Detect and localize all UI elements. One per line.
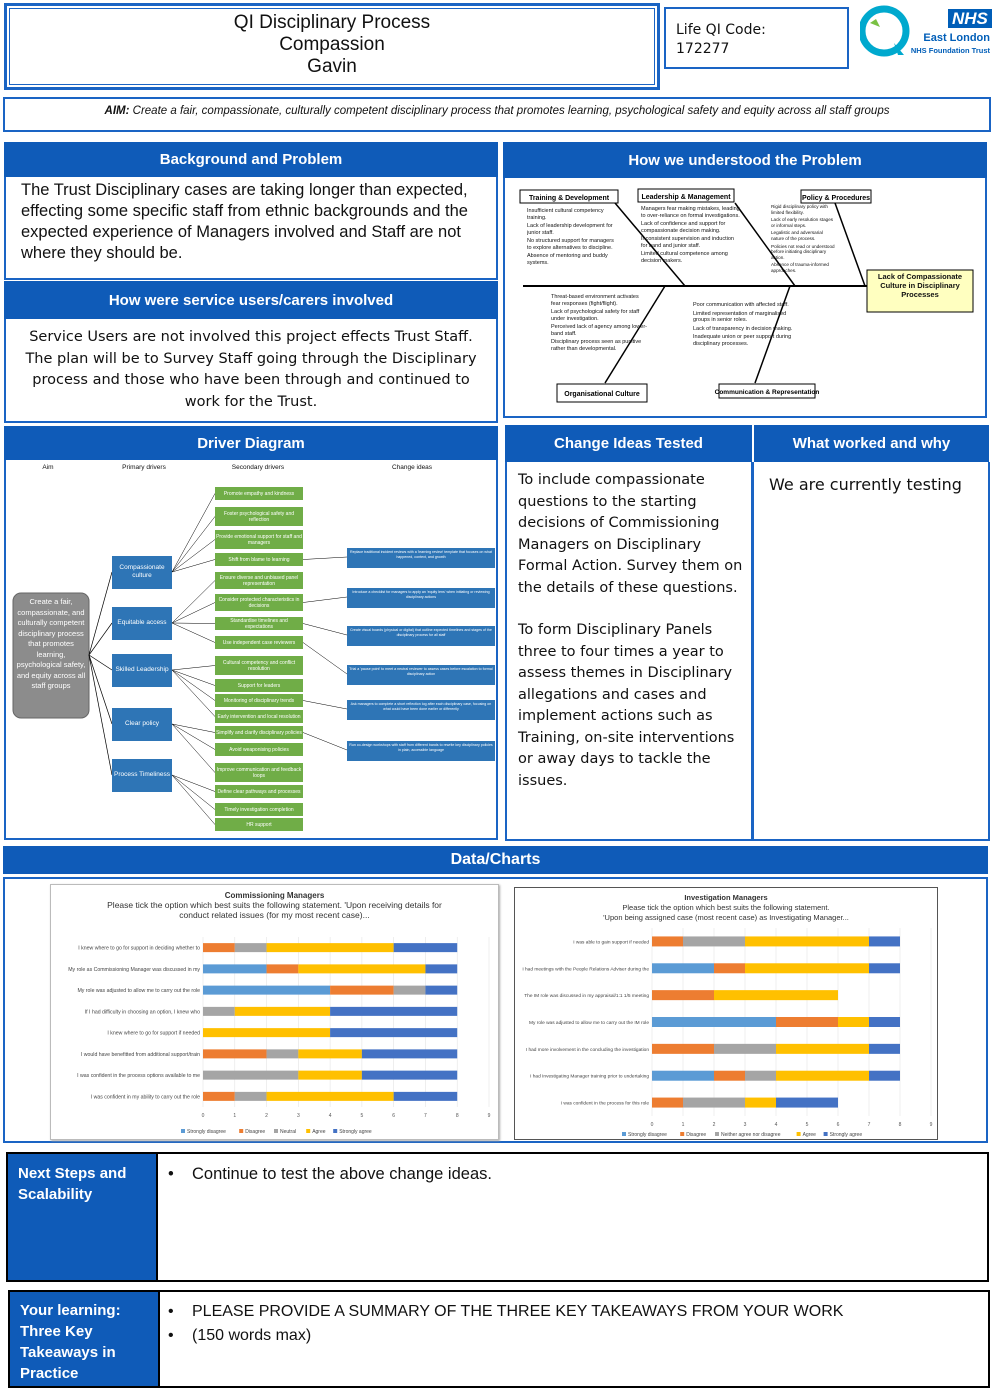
next-steps-box [158, 1152, 989, 1282]
qi-code-value: 172277 [676, 41, 730, 57]
driver-secondary-text: Shift from blame to learning [228, 556, 290, 563]
worked-box [752, 462, 990, 841]
chart-bar-segment [330, 1007, 457, 1016]
cause-item: Policies not read or understood before initiating disciplinary action. [771, 243, 835, 260]
chart-subtitle: 'Upon being assigned case (most recent case) as Investigating Manager... [603, 913, 849, 922]
chart-bar-segment [745, 1071, 776, 1081]
qi-code-box [664, 7, 849, 69]
driver-secondary-text: Simplify and clarify disciplinary policies [216, 729, 302, 736]
driver-secondary-text: Use independent case reviewers [222, 639, 296, 646]
driver-change-text: Trial a 'pause point' to meet a neutral reviewer to assess cases before escalation to formal disciplinary action [349, 667, 493, 676]
chart-category-label: The IM role was discussed in my appraisal/1:1 1/5 meeting [524, 994, 649, 1000]
chart-bar-segment [652, 1071, 714, 1081]
chart-bar-segment [298, 964, 425, 973]
chart-category-label: I was confident in the process for this role [560, 1101, 649, 1107]
chart-title: Investigation Managers [684, 893, 768, 902]
chart-tick-label: 1 [233, 1113, 237, 1119]
legend-swatch [824, 1132, 828, 1136]
cat-training: Training & Development [528, 195, 610, 202]
chart-bar-segment [869, 1071, 900, 1081]
involvement-text: Service Users are not involved this project effects Trust Staff. The plan will be to Survey Staff going through the Disciplinary process and those who have been through and continued to work for the Trust. [25, 329, 477, 410]
driver-secondary-text: Promote empathy and kindness [223, 490, 295, 497]
chart-bar-segment [714, 1044, 776, 1054]
cause-item: Lack of psychological safety for staff under investigation. [551, 309, 640, 322]
chart-tick-label: 4 [774, 1122, 778, 1128]
legend-swatch [715, 1132, 719, 1136]
chart-bar-segment [235, 1007, 330, 1016]
cause-item: No structured support for managers to explore alternatives to discipline. [527, 238, 614, 251]
chart-bar-segment [362, 1071, 457, 1080]
learning-text: PLEASE PROVIDE A SUMMARY OF THE THREE KEY TAKEAWAYS FROM YOUR WORK [192, 1303, 844, 1320]
chart-tick-label: 7 [424, 1113, 427, 1119]
chart-bar-segment [714, 963, 745, 973]
driver-secondary-text: Cultural competency and conflict resolution [222, 659, 296, 672]
chart-bar-segment [203, 943, 235, 952]
chart-bar-segment [869, 1017, 900, 1027]
cause-item: Disciplinary process seen as punitive rather than developmental. [551, 339, 642, 352]
legend-swatch [622, 1132, 626, 1136]
data-heading: Data/Charts [3, 846, 988, 874]
involvement-heading: How were service users/carers involved [4, 281, 498, 319]
bullet-icon: • [168, 1165, 174, 1183]
chart-tick-label: 2 [712, 1122, 716, 1128]
chart-category-label: I had more involvement in the concluding the investigation [525, 1047, 649, 1053]
org-name: East London [923, 32, 990, 44]
chart-bar-segment [394, 1092, 458, 1101]
driver-primary-text: Clear policy [125, 720, 159, 727]
chart-commissioning [51, 885, 498, 1139]
driver-secondary-text: Standardise timelines and expectations [230, 617, 288, 630]
driver-column-header: Secondary drivers [231, 464, 285, 471]
aim-box [3, 97, 991, 132]
involvement-box [4, 319, 498, 423]
chart-tick-label: 0 [201, 1113, 205, 1119]
chart-bar-segment [683, 936, 745, 946]
legend-label: Strongly agree [829, 1132, 863, 1138]
leadership-causes [641, 206, 741, 264]
legend-label: Neither agree nor disagree [721, 1132, 781, 1138]
cause-item: Absence of mentoring and buddy systems. [527, 253, 608, 266]
chart-category-label: I had Investigating Manager training prior to undertaking [530, 1074, 649, 1080]
chart-category-label: My role was adjusted to allow me to carry out the role [77, 988, 200, 995]
driver-change-text: Replace traditional incident reviews with a 'learning review' template that focuses on what happened, context, and growth [349, 550, 492, 559]
driver-secondary-text: Support for leaders [237, 682, 281, 689]
chart-bar-segment [745, 936, 869, 946]
driver-change-text: Run co-design workshops with staff from different bands to rewrite key disciplinary policies in plain, accessible language [349, 743, 493, 752]
cause-item: Perceived lack of agency among lower-band staff. [551, 324, 647, 337]
chart-bar-segment [869, 963, 900, 973]
chart-bar-segment [425, 986, 457, 995]
driver-secondary-text: Define clear pathways and processes [217, 788, 301, 795]
driver-primary-text: Process Timeliness [114, 771, 170, 778]
chart-bar-segment [652, 936, 683, 946]
learning-box [160, 1290, 990, 1388]
chart-investigation [515, 888, 937, 1139]
driver-change-text: Introduce a checklist for managers to apply an 'equity lens' when initiating or reviewing disciplinary actions [352, 590, 490, 599]
driver-diagram [6, 460, 496, 838]
chart-bar-segment [652, 963, 714, 973]
org-subtitle: NHS Foundation Trust [910, 46, 990, 55]
chart-subtitle: conduct related issues (for my most recent case)... [179, 910, 370, 920]
aim-text: Create a fair, compassionate, culturally competent disciplinary process that promotes learning, psychological safety and equity across all staff groups [132, 105, 890, 117]
cause-item: Poor communication with affected staff. [693, 302, 789, 308]
legend-label: Disagree [686, 1132, 707, 1138]
cause-item: Legalistic and adversarial nature of the process. [771, 230, 823, 241]
driver-secondary-text: Early intervention and local resolution [217, 713, 301, 720]
cause-item: Threat-based environment activates fear responses (fight/flight). [551, 294, 639, 307]
chart-category-label: My role was adjusted to allow me to carry out the IM role [529, 1021, 649, 1026]
chart-bar-segment [267, 964, 299, 973]
driver-aim-text: Create a fair, compassionate, and culturally competent disciplinary process that promotes learning, psychological safety, and equity across all staff groups [16, 597, 86, 690]
chart-tick-label: 5 [360, 1113, 364, 1119]
legend-label: Agree [802, 1132, 816, 1138]
driver-primary-text: Compassionate culture [119, 564, 165, 579]
chart-bar-segment [362, 1049, 457, 1058]
legend-swatch [181, 1129, 185, 1133]
cause-item: Lack of early resolution stages or informal steps. [771, 217, 834, 228]
worked-text: We are currently testing [769, 475, 962, 494]
chart-commissioning-frame [50, 884, 499, 1140]
driver-change-text: Create visual boards (physical or digital) that outline expected timelines and stages of the disciplinary process for all staff [350, 628, 492, 637]
chart-bar-segment [652, 990, 714, 1000]
learning-label [8, 1290, 160, 1388]
driver-column-header: Primary drivers [122, 464, 166, 471]
legend-swatch [680, 1132, 684, 1136]
driver-column-header: Change ideas [391, 464, 433, 471]
chart-tick-label: 3 [743, 1122, 747, 1128]
chart-bar-segment [267, 1092, 394, 1101]
driver-secondary-text: Improve communication and feedback loops [216, 766, 302, 779]
background-text: The Trust Disciplinary cases are taking longer than expected, effecting some specific staff from ethnic backgrounds and the expected experience of Managers involved and Staff are not where they should be. [21, 181, 468, 262]
chart-bar-segment [203, 1028, 330, 1037]
chart-bar-segment [298, 1049, 362, 1058]
chart-category-label: I was confident in the process options available to me [77, 1073, 200, 1080]
chart-bar-segment [652, 1098, 683, 1108]
bone-policy [835, 203, 865, 286]
comm-causes [693, 302, 797, 347]
chart-bar-segment [267, 943, 394, 952]
chart-tick-label: 1 [681, 1122, 685, 1128]
legend-label: Strongly disagree [628, 1132, 667, 1138]
chart-tick-label: 3 [296, 1113, 300, 1119]
fishbone-diagram [505, 178, 985, 416]
driver-heading: Driver Diagram [4, 426, 498, 460]
chart-tick-label: 8 [455, 1113, 459, 1119]
learning-label-text: Your learning: Three Key Takeaways in Practice [20, 1302, 121, 1382]
nhs-badge: NHS [948, 9, 992, 28]
driver-box [4, 460, 498, 840]
effect-label: Lack of Compassionate Culture in Disciplinary Processes [877, 272, 963, 299]
chart-bar-segment [425, 964, 457, 973]
change-para-2: To form Disciplinary Panels three to four times a year to assess themes in Disciplinary allegations and cases and implement actions such as Training, on-site interventions or away days to tackle the issues. [518, 622, 735, 789]
legend-label: Neutral [280, 1129, 297, 1135]
chart-tick-label: 0 [650, 1122, 654, 1128]
title-box [4, 3, 660, 90]
chart-bar-segment [745, 963, 869, 973]
change-para-1: To include compassionate questions to the starting decisions of Commissioning Managers on Disciplinary Formal Action. Survey them on the details of these questions. [518, 472, 743, 596]
driver-primary-text: Equitable access [117, 619, 167, 626]
learning-text: (150 words max) [192, 1327, 312, 1344]
cat-leadership: Leadership & Management [641, 194, 731, 201]
chart-tick-label: 9 [487, 1113, 491, 1119]
chart-bar-segment [869, 1044, 900, 1054]
chart-category-label: I had meetings with the People Relations Adviser during the [522, 967, 649, 973]
legend-label: Strongly disagree [187, 1129, 226, 1135]
chart-category-label: I knew where to go for support if needed [107, 1030, 200, 1037]
chart-category-label: I was confident in my ability to carry out the role [90, 1094, 200, 1101]
chart-tick-label: 6 [836, 1122, 840, 1128]
legend-label: Agree [312, 1129, 326, 1135]
cause-item: Inadequate union or peer support during disciplinary processes. [693, 334, 792, 347]
chart-investigation-frame [514, 887, 938, 1140]
driver-secondary-text: Consider protected characteristics in decisions [218, 596, 300, 609]
legend-swatch [306, 1129, 310, 1133]
next-step-text: Continue to test the above change ideas. [192, 1165, 492, 1183]
chart-bar-segment [298, 1071, 362, 1080]
chart-tick-label: 6 [392, 1113, 396, 1119]
chart-tick-label: 4 [328, 1113, 332, 1119]
chart-bar-segment [776, 1017, 838, 1027]
legend-swatch [333, 1129, 337, 1133]
chart-tick-label: 9 [929, 1122, 933, 1128]
chart-category-label: If I had difficulty in choosing an option, I knew who [84, 1009, 200, 1016]
cat-culture: Organisational Culture [564, 391, 640, 398]
cat-comm: Communication & Representation [714, 389, 820, 396]
change-heading: Change Ideas Tested [505, 425, 752, 462]
cause-item: Limited cultural competence among decision makers. [641, 251, 728, 264]
driver-secondary-text: Avoid weaponising policies [229, 746, 289, 753]
chart-title: Commissioning Managers [224, 891, 325, 900]
chart-category-label: I knew where to go for support in deciding whether to [78, 945, 200, 952]
chart-bar-segment [203, 1007, 235, 1016]
chart-bar-segment [330, 986, 394, 995]
chart-bar-segment [714, 990, 838, 1000]
legend-label: Strongly agree [339, 1129, 372, 1135]
chart-bar-segment [267, 1049, 299, 1058]
chart-tick-label: 5 [805, 1122, 809, 1128]
qi-code-label: Life QI Code: [676, 22, 766, 38]
chart-category-label: I was able to gain support if needed [573, 940, 649, 946]
next-steps-label [6, 1152, 158, 1282]
chart-bar-segment [776, 1098, 838, 1108]
chart-bar-segment [714, 1071, 745, 1081]
cause-item: Limited representation of marginalised groups in senior roles. [693, 310, 787, 323]
title-line-2: Compassion [279, 34, 385, 55]
legend-label: Disagree [245, 1129, 266, 1135]
next-step-item [168, 1163, 987, 1185]
chart-bar-segment [203, 986, 330, 995]
chart-tick-label: 8 [898, 1122, 902, 1128]
chart-bar-segment [776, 1071, 869, 1081]
legend-swatch [239, 1129, 243, 1133]
cause-item: Lack of transparency in decision making. [693, 325, 793, 332]
chart-bar-segment [683, 1098, 745, 1108]
change-box [505, 462, 753, 841]
legend-swatch [274, 1129, 278, 1133]
chart-bar-segment [235, 1092, 267, 1101]
aim-label: AIM: [104, 105, 130, 117]
chart-bar-segment [394, 943, 458, 952]
driver-secondary-text: Monitoring of disciplinary trends [223, 697, 295, 704]
chart-bar-segment [235, 943, 267, 952]
chart-bar-segment [203, 964, 267, 973]
cause-item: Absence of trauma-informed approaches. [771, 262, 829, 273]
chart-tick-label: 7 [867, 1122, 871, 1128]
chart-bar-segment [838, 1017, 869, 1027]
chart-bar-segment [330, 1028, 457, 1037]
chart-tick-label: 2 [265, 1113, 268, 1119]
driver-primary-text: Skilled Leadership [115, 666, 169, 673]
driver-secondary-text: Ensure diverse and unbiased panel representation [219, 574, 299, 587]
driver-secondary-text: Provide emotional support for staff and managers [216, 533, 302, 546]
legend-swatch [797, 1132, 801, 1136]
chart-bar-segment [394, 986, 426, 995]
chart-subtitle: Please tick the option which best suits the following statement. [622, 903, 830, 912]
cause-item: Rigid disciplinary policy with limited flexibility. [771, 204, 828, 215]
background-box [4, 177, 498, 280]
chart-bar-segment [203, 1071, 298, 1080]
bullet-icon: • [168, 1303, 174, 1320]
title-line-1: QI Disciplinary Process [233, 12, 431, 33]
fishbone-box [503, 178, 987, 418]
title-line-3: Gavin [307, 56, 357, 77]
cause-item: Managers fear making mistakes, leading to over-reliance on formal investigations. [641, 206, 740, 219]
chart-bar-segment [776, 1044, 869, 1054]
driver-secondary-text: Timely investigation completion [224, 806, 294, 813]
policy-causes [771, 204, 837, 274]
driver-secondary-text: Foster psychological safety and reflection [223, 510, 295, 523]
chart-bar-segment [203, 1092, 235, 1101]
chart-subtitle: Please tick the option which best suits the following statement. 'Upon receiving details for [107, 900, 442, 910]
driver-change-text: Ask managers to complete a short reflection log after each disciplinary case, focusing on what could have been done earlier or differently [350, 702, 492, 711]
driver-column-header: Aim [42, 464, 54, 471]
worked-heading: What worked and why [754, 425, 989, 462]
cause-item: Inconsistent supervision and induction for band and junior staff. [641, 236, 734, 249]
driver-secondary-text: HR support [246, 821, 272, 828]
learning-item [168, 1324, 988, 1348]
background-heading: Background and Problem [4, 142, 498, 177]
understood-heading: How we understood the Problem [503, 142, 987, 178]
chart-bar-segment [203, 1049, 267, 1058]
cat-policy: Policy & Procedures [801, 195, 871, 202]
chart-bar-segment [652, 1017, 776, 1027]
bullet-icon: • [168, 1327, 174, 1344]
chart-bar-segment [745, 1098, 776, 1108]
culture-causes [551, 294, 647, 352]
training-causes [527, 208, 617, 266]
chart-category-label: My role as Commissioning Manager was discussed in my [68, 966, 200, 973]
chart-bar-segment [869, 936, 900, 946]
cause-item: Lack of leadership development for junior staff. [527, 223, 613, 236]
chart-category-label: I would have benefitted from additional support/train [80, 1051, 200, 1058]
nhs-logo [860, 3, 990, 63]
cause-item: Insufficient cultural competency training. [527, 208, 604, 221]
learning-item [168, 1300, 988, 1324]
cause-item: Lack of confidence and support for compassionate decision making. [641, 221, 726, 234]
chart-bar-segment [652, 1044, 714, 1054]
next-steps-label-text: Next Steps and Scalability [18, 1165, 127, 1203]
